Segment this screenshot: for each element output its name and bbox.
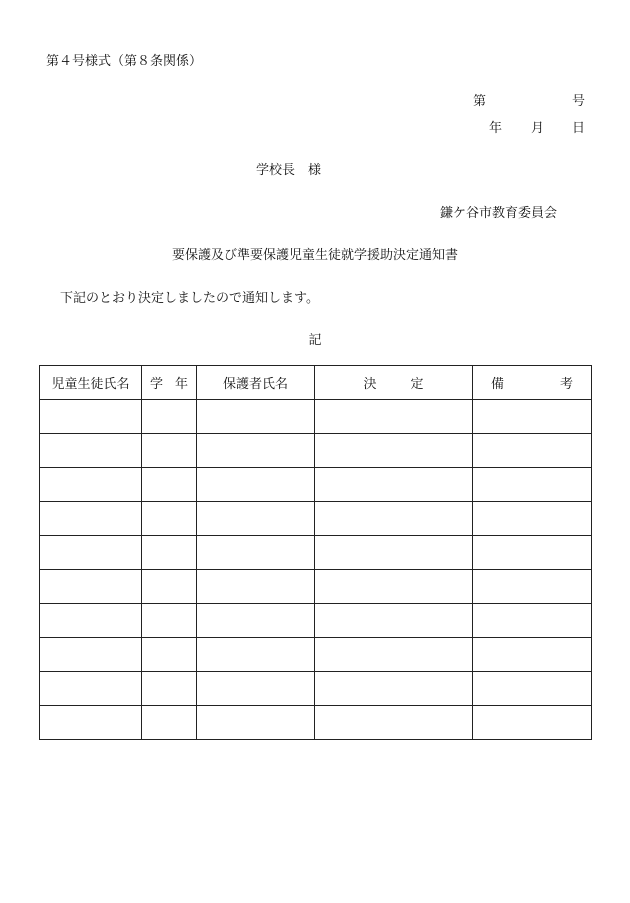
cell-remarks (473, 536, 592, 570)
cell-guardian-name (197, 468, 315, 502)
issuer: 鎌ケ谷市教育委員会 (440, 206, 558, 221)
cell-guardian-name (197, 400, 315, 434)
document-number-suffix: 号 (572, 94, 586, 109)
table-row (40, 706, 592, 740)
cell-grade (142, 604, 197, 638)
cell-student-name (40, 570, 142, 604)
table-row (40, 400, 592, 434)
cell-student-name (40, 434, 142, 468)
cell-decision (315, 604, 473, 638)
addressee-name: 学校長 (256, 163, 296, 178)
cell-guardian-name (197, 604, 315, 638)
header-decision-char-1: 決 (363, 377, 377, 392)
cell-remarks (473, 400, 592, 434)
date-day-label: 日 (572, 121, 586, 136)
table-row (40, 672, 592, 706)
ki-mark: 記 (308, 333, 322, 348)
cell-decision (315, 434, 473, 468)
cell-decision (315, 706, 473, 740)
cell-grade (142, 706, 197, 740)
cell-student-name (40, 468, 142, 502)
table-row (40, 570, 592, 604)
cell-decision (315, 536, 473, 570)
header-grade (142, 366, 197, 400)
cell-decision (315, 672, 473, 706)
body-text: 下記のとおり決定しましたので通知します。 (60, 291, 319, 306)
date-month-label: 月 (531, 121, 545, 136)
cell-student-name (40, 502, 142, 536)
cell-remarks (473, 468, 592, 502)
cell-decision (315, 570, 473, 604)
cell-grade (142, 536, 197, 570)
header-decision (315, 366, 473, 400)
header-grade-char-1: 学 (149, 377, 163, 392)
cell-remarks (473, 570, 592, 604)
cell-grade (142, 638, 197, 672)
cell-guardian-name (197, 672, 315, 706)
cell-grade (142, 502, 197, 536)
addressee (256, 159, 321, 178)
cell-remarks (473, 502, 592, 536)
cell-grade (142, 400, 197, 434)
cell-guardian-name (197, 502, 315, 536)
header-remarks-char-2: 考 (560, 377, 574, 392)
cell-guardian-name (197, 570, 315, 604)
header-grade-char-2: 年 (175, 377, 189, 392)
cell-student-name (40, 400, 142, 434)
header-student-name: 児童生徒氏名 (40, 366, 142, 400)
cell-guardian-name (197, 434, 315, 468)
table-row (40, 536, 592, 570)
decision-table (39, 365, 592, 740)
addressee-honorific: 様 (308, 163, 322, 178)
cell-grade (142, 468, 197, 502)
table-row (40, 502, 592, 536)
cell-guardian-name (197, 638, 315, 672)
header-guardian-name: 保護者氏名 (197, 366, 315, 400)
cell-student-name (40, 536, 142, 570)
cell-student-name (40, 706, 142, 740)
cell-remarks (473, 706, 592, 740)
cell-decision (315, 502, 473, 536)
cell-remarks (473, 604, 592, 638)
cell-decision (315, 638, 473, 672)
header-decision-char-2: 定 (410, 377, 424, 392)
date-year-label: 年 (489, 121, 503, 136)
cell-decision (315, 468, 473, 502)
header-remarks-char-1: 備 (490, 377, 504, 392)
document-title: 要保護及び準要保護児童生徒就学援助決定通知書 (171, 248, 458, 263)
header-remarks (473, 366, 592, 400)
cell-guardian-name (197, 706, 315, 740)
cell-grade (142, 434, 197, 468)
table-row (40, 638, 592, 672)
table-row (40, 434, 592, 468)
cell-student-name (40, 672, 142, 706)
table-row (40, 604, 592, 638)
cell-remarks (473, 672, 592, 706)
cell-student-name (40, 604, 142, 638)
cell-guardian-name (197, 536, 315, 570)
cell-remarks (473, 638, 592, 672)
cell-grade (142, 570, 197, 604)
document-number-prefix: 第 (473, 94, 487, 109)
table-row (40, 468, 592, 502)
cell-grade (142, 672, 197, 706)
cell-remarks (473, 434, 592, 468)
form-number: 第４号様式（第８条関係） (46, 54, 203, 69)
table-header-row (40, 366, 592, 400)
cell-student-name (40, 638, 142, 672)
cell-decision (315, 400, 473, 434)
